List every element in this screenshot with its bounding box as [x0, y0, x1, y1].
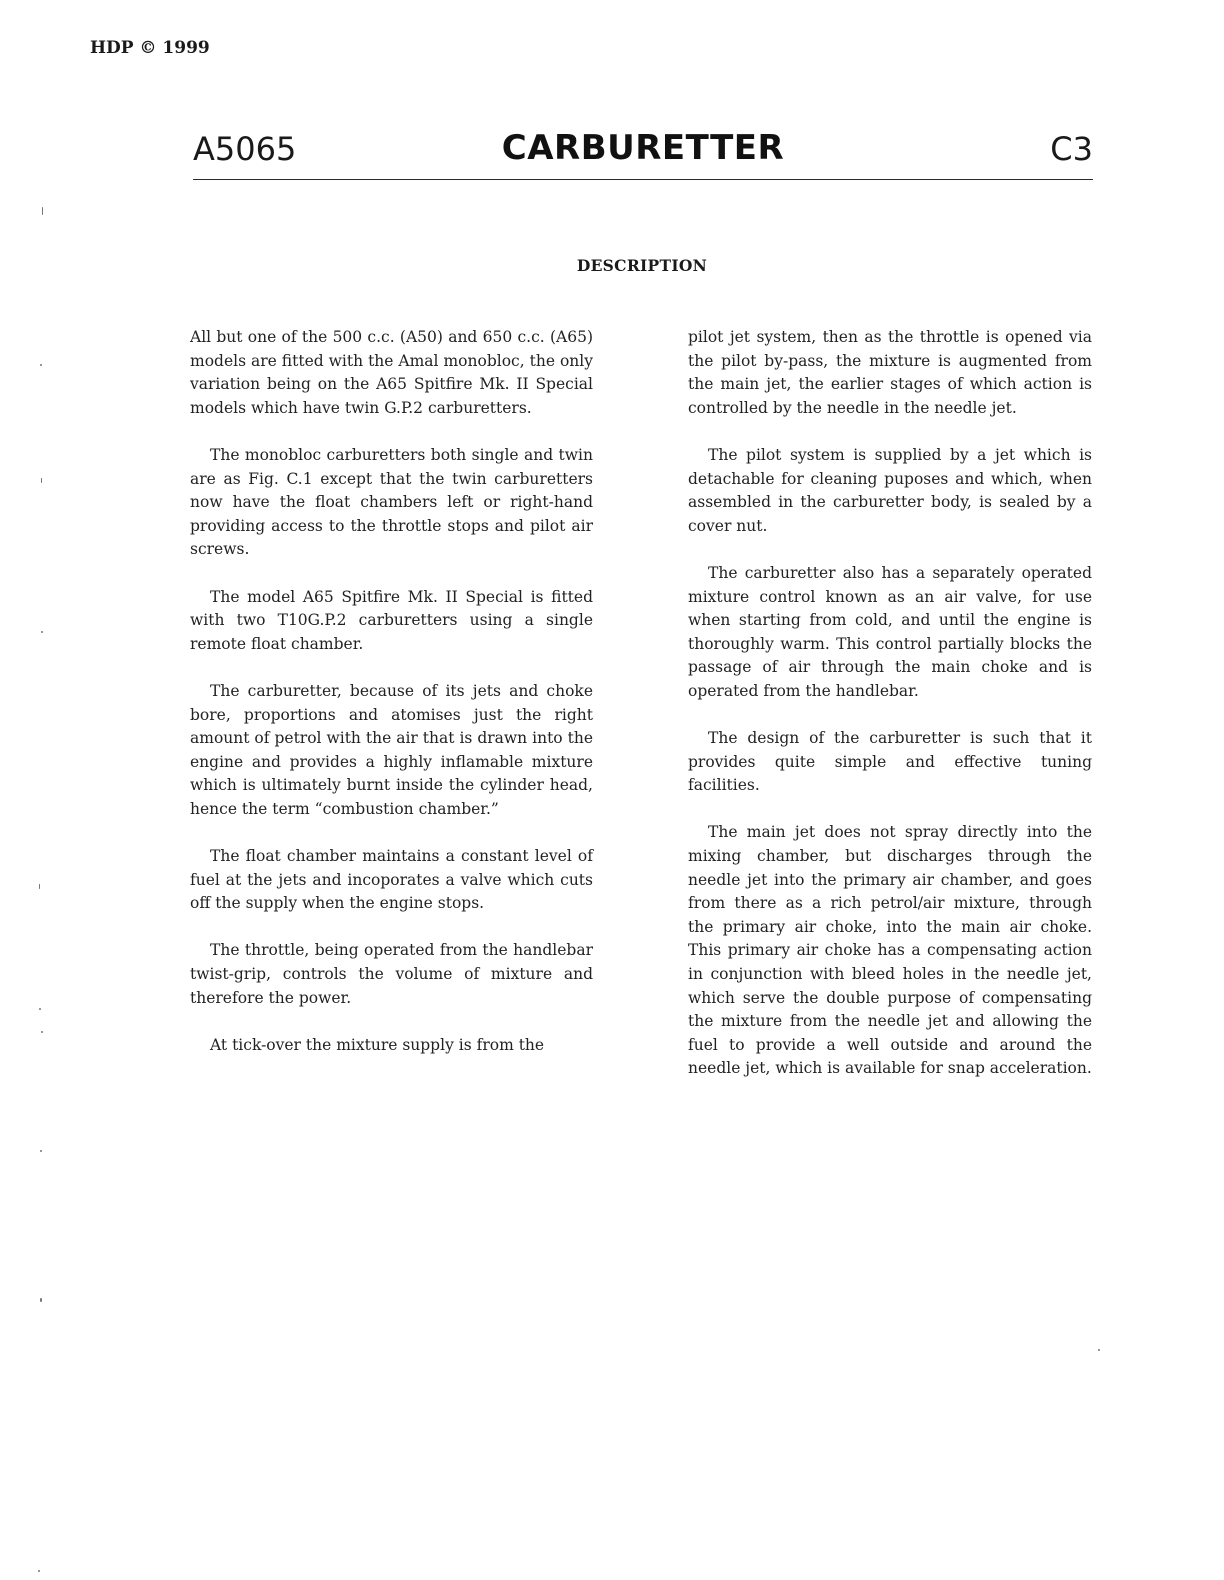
scan-speck: [39, 1008, 41, 1010]
scan-speck: [41, 631, 43, 633]
scan-speck: [40, 1298, 42, 1302]
paragraph: The design of the carburetter is such that it provides quite simple and effective tuning facilities.: [688, 729, 1092, 795]
paragraph: The carburetter also has a separately operated mixture control known as an air valve, for use when starting from cold, and until the engine is thoroughly warm. This control partially blocks the passage of air through the main choke and is operated from the handlebar.: [688, 563, 1092, 700]
scan-speck: [39, 884, 40, 889]
right-text-column: [688, 326, 1092, 1105]
paragraph: The monobloc carburetters both single and twin are as Fig. C.1 except that the twin carburetters now have the float chambers left or right-hand providing access to the throttle stops and pilot air screws.: [190, 445, 593, 559]
scan-speck: [1098, 1349, 1100, 1351]
paragraph: The main jet does not spray directly into the mixing chamber, but discharges through the needle jet into the primary air chamber, and goes from there as a rich petrol/air mixture, through the primary air choke, into the main air choke. This primary air choke has a compensating action in conjunction with bleed holes in the needle jet, which serve the double purpose of compensating the mixture from the needle jet and allowing the fuel to provide a well outside and around the needle jet, which is available for snap acceleration.: [688, 823, 1092, 1078]
section-heading: DESCRIPTION: [576, 256, 708, 275]
document-code: A5065: [193, 130, 297, 168]
copyright-notice: HDP © 1999: [90, 38, 210, 58]
section-code: C3: [1050, 130, 1093, 168]
paragraph: The float chamber maintains a constant level of fuel at the jets and incoporates a valve which cuts off the supply when the engine stops.: [190, 847, 593, 913]
paragraph: All but one of the 500 c.c. (A50) and 650 c.c. (A65) models are fitted with the Amal monobloc, the only variation being on the A65 Spitfire Mk. II Special models which have twin G.P.2 carburetters.: [190, 328, 593, 417]
scan-speck: [42, 207, 43, 215]
header-divider: [193, 179, 1093, 180]
scan-speck: [40, 1150, 42, 1152]
page-header: [193, 128, 1093, 174]
scan-speck: [41, 1031, 43, 1033]
paragraph: At tick-over the mixture supply is from the: [210, 1035, 545, 1054]
scan-speck: [41, 478, 42, 483]
paragraph: The carburetter, because of its jets and choke bore, proportions and atomises just the right amount of petrol with the air that is drawn into the engine and provides a highly inflamable mixture which is ultimately burnt inside the cylinder head, hence the term “combustion chamber.”: [190, 681, 593, 818]
paragraph: The model A65 Spitfire Mk. II Special is fitted with two T10G.P.2 carburetters using a single remote float chamber.: [190, 587, 593, 653]
scan-speck: [40, 364, 42, 366]
page-title: CARBURETTER: [501, 128, 785, 168]
paragraph: The pilot system is supplied by a jet which is detachable for cleaning puposes and which, when assembled in the carburetter body, is sealed by a cover nut.: [688, 445, 1092, 535]
scan-speck: [38, 1570, 40, 1572]
left-text-column: [190, 326, 593, 1081]
paragraph: The throttle, being operated from the handlebar twist-grip, controls the volume of mixture and therefore the power.: [190, 941, 593, 1007]
paragraph: pilot jet system, then as the throttle is opened via the pilot by-pass, the mixture is augmented from the main jet, the earlier stages of which action is controlled by the needle in the needle jet.: [688, 328, 1092, 417]
